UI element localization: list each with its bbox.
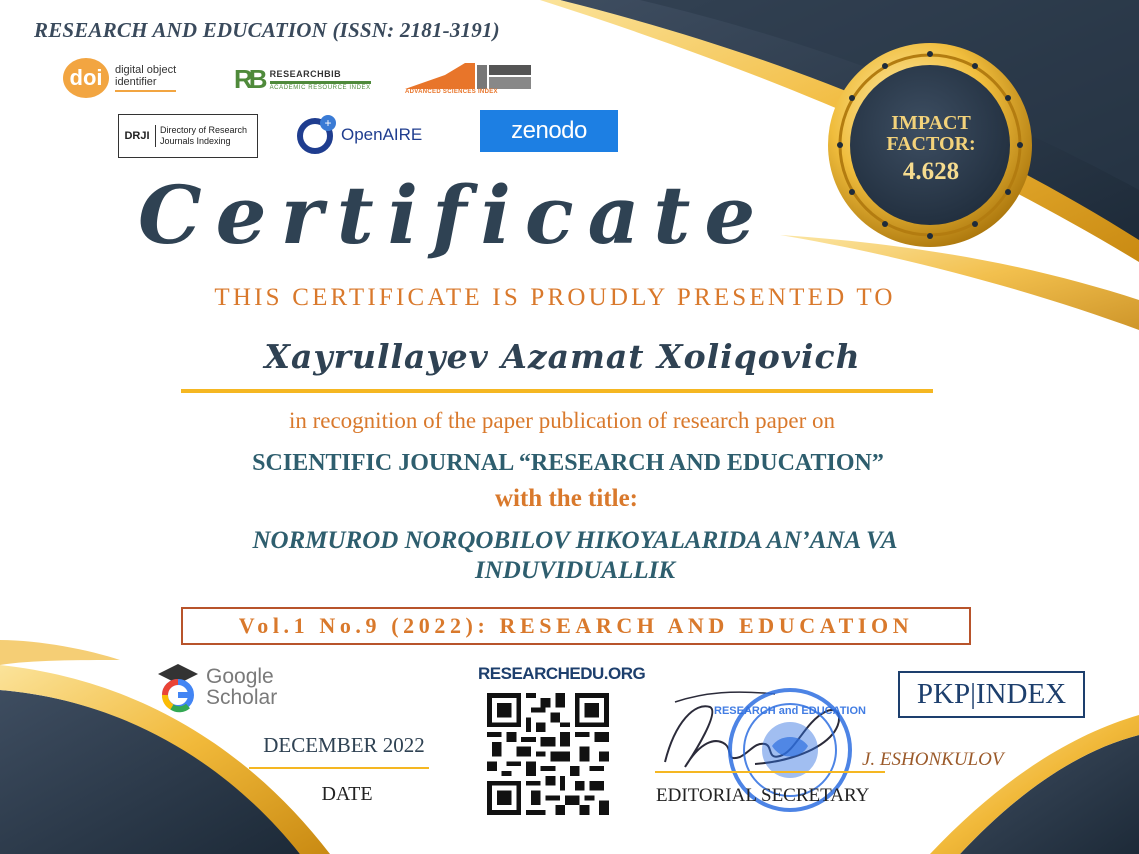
openaire-ring-icon [295,114,337,156]
date-value: DECEMBER 2022 [263,733,425,757]
doi-mark: doi [63,58,109,98]
openaire-logo [295,114,422,156]
volume-box: Vol.1 No.9 (2022): RESEARCH AND EDUCATION [181,607,971,645]
stamp-text: RESEARCH and EDUCATION [714,705,866,717]
zenodo-logo [480,110,618,152]
editorial-secretary-label: EDITORIAL SECRETARY [656,785,870,806]
zenodo-label: zenodo [511,117,587,144]
paper-title: NORMUROD NORQOBILOV HIKOYALARIDA AN’ANA VA INDUVIDUALLIK [252,527,898,584]
researchbib-mark: RB [234,64,264,94]
drji-text: Directory of Research Journals Indexing [155,125,247,147]
impact-factor-text: IMPACT FACTOR: 4.628 [860,113,1002,189]
doi-logo [63,58,176,98]
qr-code-icon[interactable] [487,693,609,815]
date-label: DATE [321,783,373,805]
editorial-underline [655,771,885,773]
recognition-text: in recognition of the paper publication of research paper on [288,408,836,433]
openaire-label: OpenAIRE [341,125,423,144]
doi-text: digital object identifier [115,64,176,92]
researchbib-title: RESEARCHBIB [269,68,342,79]
editorial-secretary-name: J. ESHONKULOV [862,749,1004,770]
svg-text:+: + [324,116,332,130]
drji-mark: DRJI [124,130,150,142]
asi-label: ADVANCED SCIENCES INDEX [405,89,498,95]
researchbib-subtitle: ACADEMIC RESOURCE INDEX [270,81,371,91]
drji-logo [118,114,258,158]
website-url[interactable]: RESEARCHEDU.ORG [478,664,646,683]
researchbib-logo [234,64,371,95]
google-scholar-logo [158,664,277,710]
google-scholar-line1: Google [206,665,274,688]
impact-factor-value: 4.628 [902,158,960,185]
asi-mark-icon [405,63,531,91]
recipient-name: Xayrullayev Azamat Xoliqovich [264,337,861,376]
google-scholar-line2: Scholar [206,686,278,709]
google-scholar-icon [158,664,198,710]
asi-logo [405,63,531,95]
name-underline [181,389,933,393]
pkp-index-logo: PKP|INDEX [898,671,1085,718]
journal-name: SCIENTIFIC JOURNAL “RESEARCH AND EDUCATION” [252,450,884,476]
certificate-title: Certificate [138,168,770,262]
journal-header: RESEARCH AND EDUCATION (ISSN: 2181-3191) [34,18,500,42]
date-underline [249,767,429,769]
presented-to-text: THIS CERTIFICATE IS PROUDLY PRESENTED TO [214,284,896,311]
with-title-label: with the title: [494,485,639,512]
